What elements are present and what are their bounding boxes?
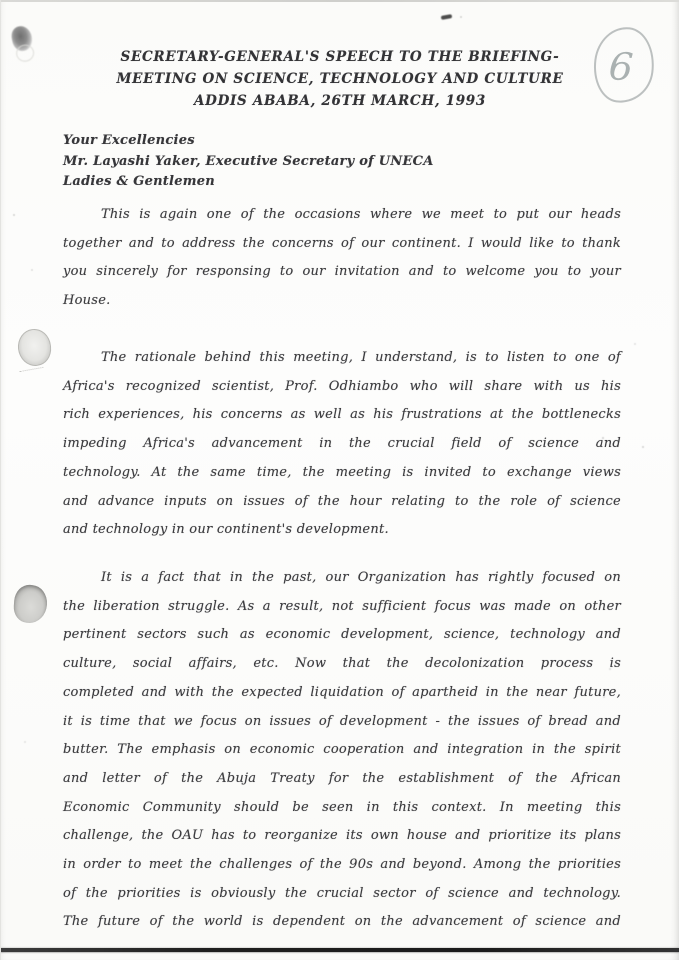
- body-text-line: This is again one of the occasions where we meet to put our heads: [101, 207, 621, 222]
- body-text-line: and advance inputs on issues of the hour relating to the role of science: [63, 493, 621, 509]
- body-text-line: rich experiences, his concerns as well as his frustrations at the bottlenecks: [63, 407, 621, 423]
- body-text-line: and technology in our continent's development.: [63, 522, 389, 538]
- scan-edge-bottom: [1, 948, 679, 952]
- hole-punch-mark: [13, 584, 49, 624]
- body-text-line: culture, social affairs, etc. Now that the decolonization process is: [63, 656, 621, 672]
- body-text-line: pertinent sectors such as economic development, science, technology and: [63, 627, 621, 643]
- paragraph-2: [63, 344, 621, 545]
- salutation: [63, 131, 523, 193]
- body-text-line: the liberation struggle. As a result, not sufficient focus was made on other: [63, 598, 621, 614]
- body-text-line: and letter of the Abuja Treaty for the establishment of the African: [63, 770, 621, 786]
- title-line: SECRETARY-GENERAL'S SPEECH TO THE BRIEFING-: [120, 49, 560, 65]
- body-text-line: It is a fact that in the past, our Organization has rightly focused on: [101, 570, 621, 585]
- body-text-line: impeding Africa's advancement in the crucial field of science and: [63, 436, 621, 452]
- title-line: MEETING ON SCIENCE, TECHNOLOGY AND CULTURE: [116, 71, 564, 87]
- salutation-line: Your Excellencies: [63, 133, 195, 148]
- body-text-line: you sincerely for responsing to our invitation and to welcome you to your: [63, 264, 621, 280]
- body-text-line: butter. The emphasis on economic cooperation and integration in the spirit: [63, 742, 621, 758]
- body-text-line: House.: [63, 293, 111, 309]
- document-title: [1, 43, 679, 112]
- title-line: ADDIS ABABA, 26TH MARCH, 1993: [194, 93, 486, 109]
- body-text-line: of the priorities is obviously the crucial sector of science and technology.: [63, 885, 621, 901]
- scan-edge-top: [1, 0, 679, 2]
- paragraph-3: [63, 564, 621, 937]
- scan-mark: [441, 14, 453, 20]
- body-text-line: The rationale behind this meeting, I understand, is to listen to one of: [101, 350, 621, 365]
- scan-noise: [1, 0, 3, 2]
- body-text-line: together and to address the concerns of our continent. I would like to thank: [63, 235, 621, 251]
- body-text-line: technology. At the same time, the meeting is invited to exchange views: [63, 464, 621, 480]
- handwritten-page-number: 6: [607, 43, 635, 90]
- body-text-line: challenge, the OAU has to reorganize its own house and prioritize its plans: [63, 828, 621, 844]
- salutation-line: Mr. Layashi Yaker, Executive Secretary of UNECA: [63, 153, 434, 169]
- salutation-line: Ladies & Gentlemen: [63, 174, 215, 189]
- body-text-line: Africa's recognized scientist, Prof. Odhiambo who will share with us his: [63, 378, 621, 394]
- body-text-line: in order to meet the challenges of the 90s and beyond. Among the priorities: [63, 857, 621, 873]
- body-text-line: completed and with the expected liquidation of apartheid in the near future,: [63, 684, 621, 700]
- body-text-line: it is time that we focus on issues of development - the issues of bread and: [63, 713, 621, 729]
- paragraph-1: [63, 201, 621, 316]
- body-text-line: The future of the world is dependent on the advancement of science and: [63, 914, 621, 930]
- pencil-scribble: [19, 361, 44, 372]
- body-text-line: Economic Community should be seen in this context. In meeting this: [63, 799, 621, 815]
